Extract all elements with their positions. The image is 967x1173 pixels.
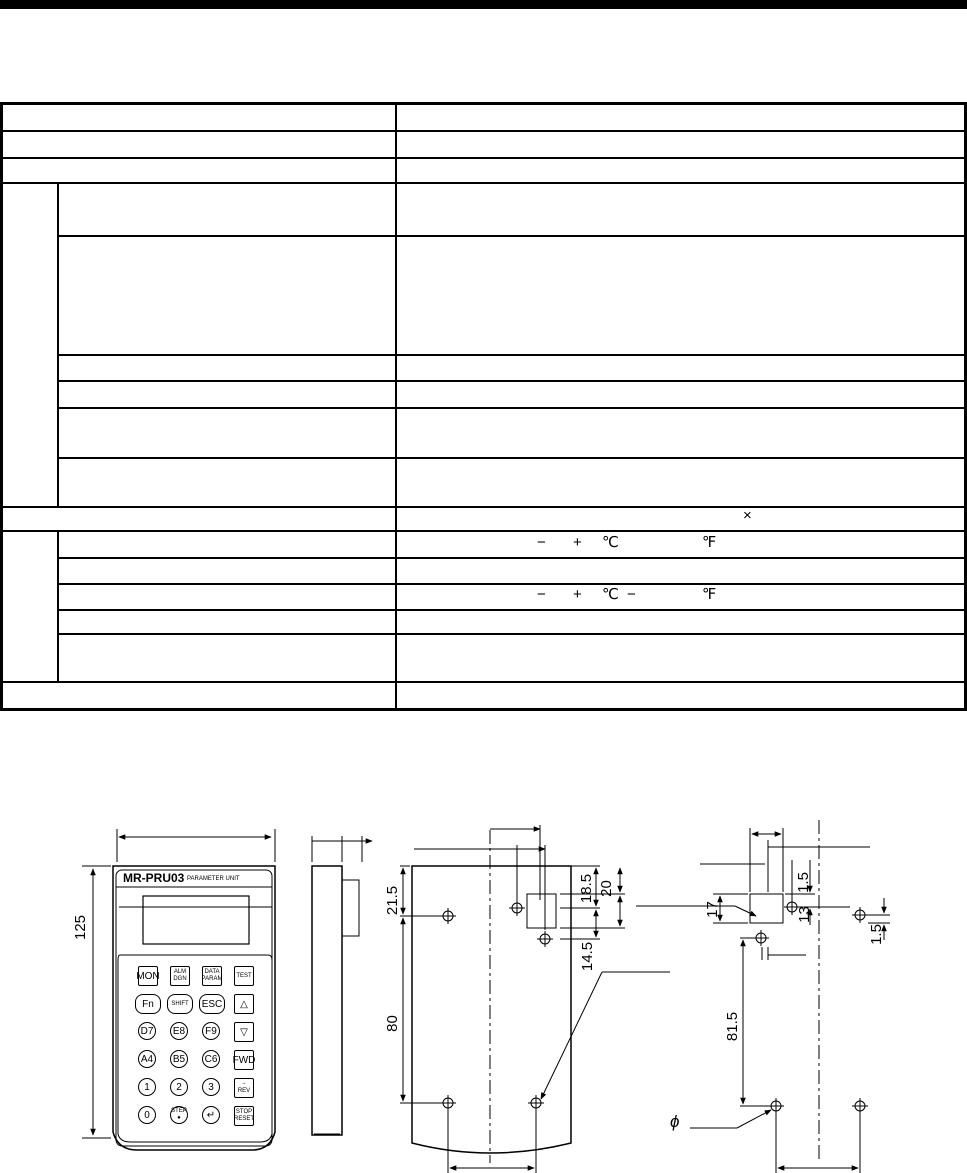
keypad-key: ↵ [202,1106,220,1124]
dim-hole-side: 1.5 [867,924,885,945]
table-group-divider [57,182,59,506]
keypad-key: ▽ [234,1022,254,1042]
dim-cutout-hole-spacing: 81.5 [724,1011,742,1042]
panel-cutout [750,894,783,923]
dim-cutout-height: 17 [703,901,721,918]
keypad-key: 2 [170,1078,188,1096]
keypad-key: △ [234,994,254,1014]
dim-cutout-offset: 13 [795,906,813,923]
keypad-key: ALM DGN [170,966,190,986]
table-row-divider [0,506,967,508]
keypad-key: B5 [170,1050,188,1068]
table-row-divider [58,354,967,356]
keypad-key: 0 [138,1106,156,1124]
minus-sign: − [537,534,546,551]
table-row-divider [58,457,967,459]
table-row-divider [0,681,967,683]
table-row-divider [58,609,967,611]
dim-overall-height: 125 [72,914,89,940]
table-row-divider [0,530,967,532]
table-row-divider [58,633,967,635]
dim-connector-b: 20 [597,880,615,897]
dimension-drawing [0,800,967,1173]
plus-sign: + [573,534,582,551]
keypad-key: FWD [234,1050,254,1070]
table-row-divider [0,157,967,159]
table-row-divider [58,407,967,409]
phi-symbol: ϕ [670,1112,680,1131]
keypad-key: A4 [138,1050,156,1068]
specification-table [0,102,967,709]
table-row-divider [58,583,967,585]
unit-subtitle-label: PARAMETER UNIT [187,876,240,882]
plus-sign: + [573,586,582,603]
table-row-divider [58,380,967,382]
keypad [138,966,256,1136]
dim-connector-c: 14.5 [579,941,597,972]
unit-model-label: MR-PRU03 [123,871,185,885]
table-row-divider [58,235,967,237]
minus-sign: − [537,586,546,603]
keypad-key: 3 [202,1078,220,1096]
unit-rear-outline [412,866,571,1153]
table-row-divider [58,557,967,559]
dash-sign: − [627,586,636,603]
keypad-key: SHIFT [167,994,193,1014]
multiply-sign: × [743,507,752,524]
keypad-key: MON [138,966,158,986]
table-row-divider [0,130,967,132]
dim-top-offset: 21.5 [384,885,402,916]
keypad-key: E8 [170,1022,188,1040]
celsius-sign: ℃ [602,534,619,551]
unit-side-outline [312,866,342,1135]
keypad-key: − REV [234,1078,254,1098]
keypad-key: F9 [202,1022,220,1040]
keypad-key: STEP ● [170,1106,188,1124]
celsius-sign: ℃ [602,586,619,603]
keypad-key: 1 [138,1078,156,1096]
table-row-divider [0,182,967,184]
fahrenheit-sign: ℉ [702,534,717,551]
table-column-divider [395,102,397,709]
fahrenheit-sign: ℉ [702,586,717,603]
dim-connector-a: 18.5 [578,873,596,904]
keypad-key: DATA PARAM [202,966,222,986]
keypad-key: ESC [199,994,225,1014]
keypad-key: STOP RESET [234,1106,254,1126]
dim-cutout-edge: 1.5 [794,872,812,893]
rear-connector [527,894,556,928]
keypad-key: C6 [202,1050,220,1068]
keypad-key: D7 [138,1022,156,1040]
lcd-display [143,896,249,944]
keypad-key: Fn [135,994,161,1014]
dim-hole-spacing: 80 [383,1015,401,1032]
side-connector [342,880,359,936]
header-rule [0,0,967,9]
keypad-key: TEST [234,966,254,986]
table-group-divider [57,530,59,681]
